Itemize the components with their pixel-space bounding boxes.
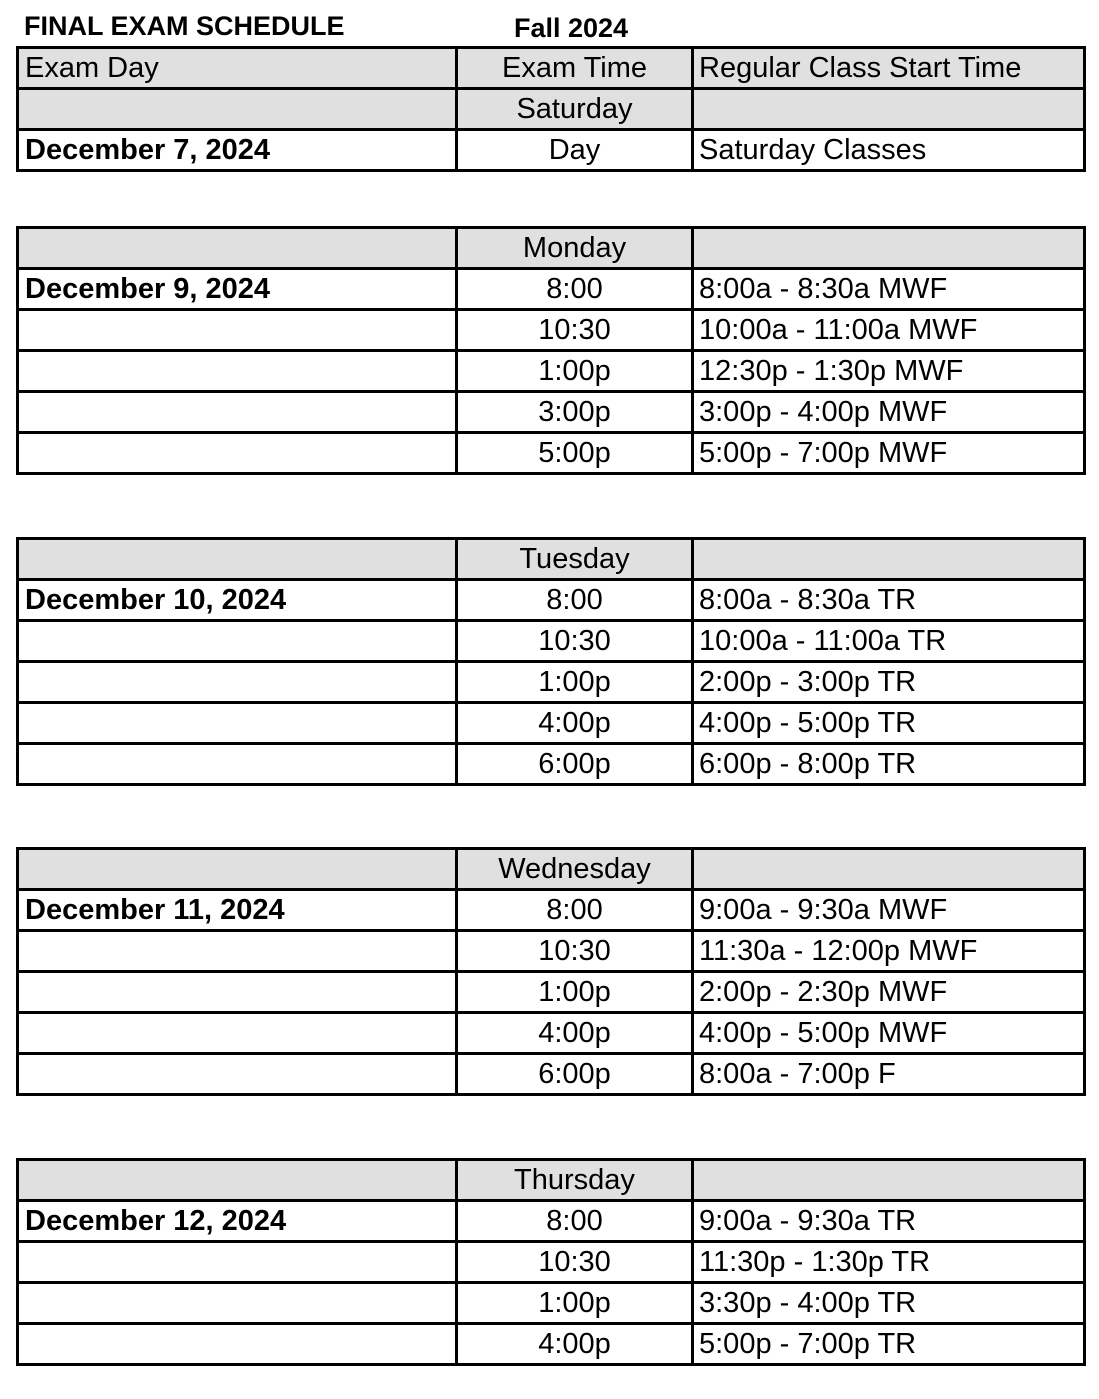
exam-time: 5:00p — [457, 433, 693, 474]
exam-date-empty — [18, 1242, 457, 1283]
exam-date-empty — [18, 931, 457, 972]
weekday-header-row — [18, 228, 1085, 269]
exam-date: December 7, 2024 — [18, 130, 457, 171]
exam-date-empty — [18, 1324, 457, 1365]
weekday-label: Saturday — [457, 89, 693, 130]
exam-date: December 10, 2024 — [18, 580, 457, 621]
table-row — [18, 130, 1085, 171]
column-header-class-start: Regular Class Start Time — [693, 48, 1085, 89]
table-row — [18, 580, 1085, 621]
exam-time: 1:00p — [457, 351, 693, 392]
weekday-header-blank — [693, 228, 1085, 269]
exam-time: 4:00p — [457, 1013, 693, 1054]
class-start-time: 6:00p - 8:00p TR — [693, 744, 1085, 785]
column-header-exam-time: Exam Time — [457, 48, 693, 89]
exam-date: December 12, 2024 — [18, 1201, 457, 1242]
class-start-time: 8:00a - 8:30a MWF — [693, 269, 1085, 310]
exam-date: December 11, 2024 — [18, 890, 457, 931]
term-label: Fall 2024 — [514, 13, 629, 43]
exam-time: Day — [457, 130, 693, 171]
table-row — [18, 392, 1085, 433]
table-row — [18, 621, 1085, 662]
exam-date-empty — [18, 744, 457, 785]
weekday-header-blank — [18, 539, 457, 580]
column-header-row — [18, 48, 1085, 89]
schedule-table-wednesday — [16, 847, 1086, 1096]
table-row — [18, 1013, 1085, 1054]
class-start-time: 8:00a - 8:30a TR — [693, 580, 1085, 621]
exam-date: December 9, 2024 — [18, 269, 457, 310]
exam-date-empty — [18, 351, 457, 392]
table-row — [18, 1201, 1085, 1242]
table-row — [18, 1242, 1085, 1283]
table-row — [18, 1054, 1085, 1095]
exam-time: 1:00p — [457, 662, 693, 703]
exam-date-empty — [18, 621, 457, 662]
schedule-table-saturday — [16, 46, 1086, 172]
weekday-label: Monday — [457, 228, 693, 269]
exam-time: 8:00 — [457, 269, 693, 310]
table-row — [18, 662, 1085, 703]
table-row — [18, 744, 1085, 785]
exam-time: 10:30 — [457, 931, 693, 972]
table-row — [18, 703, 1085, 744]
weekday-header-row — [18, 539, 1085, 580]
exam-date-empty — [18, 310, 457, 351]
exam-date-empty — [18, 1013, 457, 1054]
weekday-header-row — [18, 849, 1085, 890]
exam-date-empty — [18, 1054, 457, 1095]
class-start-time: 11:30p - 1:30p TR — [693, 1242, 1085, 1283]
weekday-header-row — [18, 1160, 1085, 1201]
exam-time: 10:30 — [457, 310, 693, 351]
class-start-time: 4:00p - 5:00p MWF — [693, 1013, 1085, 1054]
exam-date-empty — [18, 662, 457, 703]
exam-date-empty — [18, 1283, 457, 1324]
class-start-time: 9:00a - 9:30a TR — [693, 1201, 1085, 1242]
class-start-time: Saturday Classes — [693, 130, 1085, 171]
table-row — [18, 433, 1085, 474]
exam-time: 8:00 — [457, 580, 693, 621]
table-row — [18, 1283, 1085, 1324]
weekday-label: Thursday — [457, 1160, 693, 1201]
page-title: FINAL EXAM SCHEDULE — [24, 11, 345, 41]
exam-date-empty — [18, 972, 457, 1013]
exam-time: 10:30 — [457, 1242, 693, 1283]
exam-time: 4:00p — [457, 703, 693, 744]
exam-time: 1:00p — [457, 972, 693, 1013]
class-start-time: 3:30p - 4:00p TR — [693, 1283, 1085, 1324]
class-start-time: 8:00a - 7:00p F — [693, 1054, 1085, 1095]
schedule-table-tuesday — [16, 537, 1086, 786]
exam-time: 8:00 — [457, 1201, 693, 1242]
column-header-exam-day: Exam Day — [18, 48, 457, 89]
weekday-label: Wednesday — [457, 849, 693, 890]
exam-time: 10:30 — [457, 621, 693, 662]
class-start-time: 2:00p - 2:30p MWF — [693, 972, 1085, 1013]
weekday-header-blank — [18, 849, 457, 890]
class-start-time: 11:30a - 12:00p MWF — [693, 931, 1085, 972]
table-row — [18, 890, 1085, 931]
weekday-header-blank — [693, 849, 1085, 890]
class-start-time: 10:00a - 11:00a MWF — [693, 310, 1085, 351]
exam-time: 1:00p — [457, 1283, 693, 1324]
exam-time: 6:00p — [457, 744, 693, 785]
exam-time: 6:00p — [457, 1054, 693, 1095]
exam-date-empty — [18, 433, 457, 474]
class-start-time: 3:00p - 4:00p MWF — [693, 392, 1085, 433]
weekday-header-blank — [693, 89, 1085, 130]
exam-time: 4:00p — [457, 1324, 693, 1365]
table-row — [18, 931, 1085, 972]
schedule-table-monday — [16, 226, 1086, 475]
table-row — [18, 351, 1085, 392]
class-start-time: 10:00a - 11:00a TR — [693, 621, 1085, 662]
weekday-header-blank — [18, 1160, 457, 1201]
weekday-header-blank — [693, 539, 1085, 580]
schedule-table-thursday — [16, 1158, 1086, 1366]
weekday-header-blank — [693, 1160, 1085, 1201]
weekday-header-blank — [18, 228, 457, 269]
exam-date-empty — [18, 703, 457, 744]
class-start-time: 5:00p - 7:00p TR — [693, 1324, 1085, 1365]
table-row — [18, 1324, 1085, 1365]
class-start-time: 2:00p - 3:00p TR — [693, 662, 1085, 703]
weekday-label: Tuesday — [457, 539, 693, 580]
exam-date-empty — [18, 392, 457, 433]
table-row — [18, 269, 1085, 310]
class-start-time: 4:00p - 5:00p TR — [693, 703, 1085, 744]
exam-time: 8:00 — [457, 890, 693, 931]
class-start-time: 5:00p - 7:00p MWF — [693, 433, 1085, 474]
weekday-header-row — [18, 89, 1085, 130]
table-row — [18, 972, 1085, 1013]
exam-time: 3:00p — [457, 392, 693, 433]
table-row — [18, 310, 1085, 351]
weekday-header-blank — [18, 89, 457, 130]
class-start-time: 9:00a - 9:30a MWF — [693, 890, 1085, 931]
class-start-time: 12:30p - 1:30p MWF — [693, 351, 1085, 392]
